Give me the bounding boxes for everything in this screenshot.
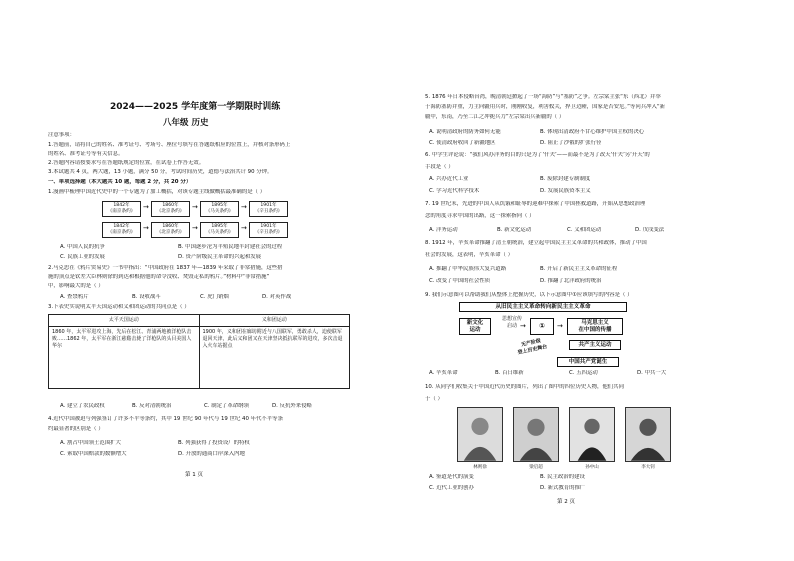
option-c[interactable]: C. 使清政府收回了新疆地区	[429, 140, 496, 146]
question-1: 1.漫画中梳理中国近代史中的一个专题为了加工概括，对该专题主线做概括最准确的是（ ）	[48, 189, 266, 195]
question-2-line: 2.马克思在《鸦片贸易史》一书中指出：“中国政府在 1837 年—1839 年采取了非常措施，这些措	[48, 265, 283, 271]
note-line: 2.答题内容请按要求写在答题纸规定的位置，在试卷上作答无效。	[48, 160, 205, 166]
question-6-line: 6. 中学生评论说：“我们风办洋务的目的只是为了‘什夫’——而最不是为了改天‘什夫’另‘开天’的	[425, 152, 650, 158]
timeline-box: 1901年 《辛丑条约》	[249, 201, 288, 217]
option-b[interactable]: B. 设收战斗	[132, 294, 161, 300]
table-header: 义和团运动	[199, 315, 350, 327]
timeline-box: 1895年 《马关条约》	[200, 201, 239, 217]
timeline-box: 1860年 《北京条约》	[151, 201, 190, 217]
question-10-line: 于（ ）	[425, 396, 443, 402]
option-b[interactable]: B. 新文化运动	[497, 227, 532, 233]
option-d[interactable]: D. 推翻了北洋政府的统治	[540, 278, 602, 284]
section-heading: 一、单项选择题（本大题共 10 题，每题 2 分，共 20 分）	[48, 179, 192, 185]
question-5-line: 疆中，东南，乃至二江之冲扼兵力”左宗棠出兵新疆的（ ）	[425, 114, 565, 120]
question-4-line: 4.近代中国被迫与列强签订了许多不平等条约，其中 19 世纪 90 年代与 19 世纪 40 年代不平等条	[48, 416, 283, 422]
timeline-box: 1842年 《南京条约》	[102, 201, 141, 217]
diagram-box-marxism: 马克思主义 在中国的传播	[567, 318, 623, 335]
option-c[interactable]: C. 近代工业的创办	[429, 485, 474, 491]
arrow-icon: →	[192, 203, 198, 211]
table-header: 太平天国运动	[49, 315, 200, 327]
option-d[interactable]: D. 戊戌变法	[635, 227, 665, 233]
arrow-icon: →	[143, 224, 149, 232]
portrait-image	[569, 407, 615, 462]
question-5-line: 于海防塞防并重，力主向疆用兵时，刚刚收复，利害攸关，捍卫边陲，国家是否安危。”等问兵冲入“新	[425, 104, 666, 110]
portrait-image	[457, 407, 503, 462]
arrow-icon: →	[241, 224, 247, 232]
option-a[interactable]: A. 说明清政府的防务如何无能	[429, 129, 501, 135]
question-4-line: 约最显著的区别是（ ）	[48, 426, 104, 432]
option-c[interactable]: C. 改变了中国的社会性质	[429, 278, 491, 284]
option-c[interactable]: C. 五四运动	[569, 370, 598, 376]
timeline-box: 1901年 《辛丑条约》	[249, 222, 288, 238]
portrait-image	[625, 407, 671, 462]
arrow-icon: →	[520, 322, 526, 330]
note-line: 3.本试题共 4 页，两大题，13 小题，满分 50 分，考试时间历史，道德与法治共计 90 分钟。	[48, 169, 273, 175]
question-10-line: 10. 从同学们收集关于中国近代历史的图片，列出了图中的四位历史人物，他们共同	[425, 384, 624, 390]
question-7-line: 念的角度寻求中国的出路，这一探索指向（ ）	[425, 213, 535, 219]
diagram-box-party: 中国共产党诞生	[557, 357, 619, 367]
option-d[interactable]: D. 反抗外来侵略	[272, 403, 312, 409]
option-d[interactable]: D. 对英作战	[262, 294, 292, 300]
portrait-caption: 林则徐	[473, 465, 487, 470]
question-9: 9. 我们示意图可以帮助我们从整体上把握历史，以下示意图中①应该填写的内容是（ ）	[425, 292, 633, 298]
option-a[interactable]: A. 建立了农民政权	[60, 403, 105, 409]
table-cell: 1860 年，太平军进攻上海，先后在松江、青浦两地被洋枪队击败……1862 年，太平军在浙江慈谿击毙了洋枪队的头目美国人华尔	[49, 327, 200, 389]
page-number: 第 1 页	[185, 472, 203, 478]
option-b[interactable]: B. 百日维新	[495, 370, 524, 376]
option-a[interactable]: A. 洋务运动	[429, 227, 458, 233]
exam-page-2	[397, 0, 794, 561]
diagram-box-new-culture: 新文化 运动	[459, 318, 491, 335]
option-c[interactable]: C. 学习近代科学技术	[429, 188, 480, 194]
diagram-label: 无产阶级 登上历史舞台	[506, 335, 558, 360]
timeline-box: 1860年 《北京条约》	[151, 222, 190, 238]
portrait-caption: 李大钊	[641, 465, 655, 470]
note-line: 的姓名、准考证号等有关信息。	[48, 151, 124, 157]
option-b[interactable]: B. 民主政治的建设	[540, 474, 585, 480]
option-a[interactable]: A. 鉴道是代的演变	[429, 474, 474, 480]
question-8-line: 8. 1912 年，辛亥革命推翻了清王朝统治，建立起中国民主主义革命的共和政体，推动了中国	[425, 240, 647, 246]
option-d[interactable]: D. 新式教育的推广	[540, 485, 586, 491]
diagram-title: 从旧民主主义革命转向新民主主义革命	[459, 302, 627, 312]
option-b[interactable]: B. 反对清朝统治	[132, 403, 172, 409]
page-number: 第 2 页	[557, 499, 575, 505]
option-c[interactable]: C. 虎门销烟	[200, 294, 229, 300]
timeline-box: 1895年 《马关条约》	[200, 222, 239, 238]
option-b[interactable]: B. 开启了新民主主义革命的征程	[540, 266, 618, 272]
option-d[interactable]: D. 阻止了沙俄的扩张行径	[540, 140, 602, 146]
comparison-table	[48, 314, 350, 389]
option-c[interactable]: C. 制定了革命纲领	[204, 403, 249, 409]
table-cell: 1900 年，义和团在廊坊附近与八国联军，勇敢杀人，迫使联军退回天津，此后义和团又在天津坚决抵抗联军的进攻，多次击退入火车站据点	[199, 327, 350, 389]
diagram-label: 思想宣传 启动	[495, 316, 529, 335]
arrow-icon: →	[557, 322, 563, 330]
option-b[interactable]: B. 废除封建专制制度	[540, 176, 591, 182]
option-a[interactable]: A. 查禁鸦片	[60, 294, 89, 300]
option-d[interactable]: D. 中共一大	[637, 370, 667, 376]
diagram-box-communist: 共产主义运动	[569, 340, 621, 350]
diagram-circle-1: ①	[530, 318, 554, 335]
option-d[interactable]: D. 发展民族资本主义	[540, 188, 591, 194]
question-3: 3.下表史实说明太平天国运动和义和团运动的共同点是（ ）	[48, 304, 190, 310]
option-a[interactable]: A. 中国人民的抗争	[60, 244, 105, 250]
notes-header: 注意事项：	[48, 132, 75, 138]
option-b[interactable]: B. 中国逐步沦为半殖民地半封建社会的过程	[178, 244, 283, 250]
question-6-line: 手段是（ ）	[425, 164, 454, 170]
exam-title: 2024——2025 学年度第一学期限时训练	[110, 102, 281, 112]
option-d[interactable]: D. 资产阶级民主革命的兴起和发展	[178, 254, 262, 260]
option-c[interactable]: C. 索取中国赔款的数额增大	[60, 451, 127, 457]
option-a[interactable]: A. 兴办近代工业	[429, 176, 469, 182]
option-b[interactable]: B. 列强获得了投资设厂的特权	[178, 440, 250, 446]
arrow-icon: →	[192, 224, 198, 232]
question-2-line: 中，影响最大的是（ ）	[48, 283, 104, 289]
note-line: 1.答题前，请将自己的姓名、准考证号、考场号、座位号填写在答题纸相应的位置上，并核对条形码上	[48, 142, 291, 148]
question-5-line: 5. 1876 年日本侵略台湾，晚清朝廷掀起了一场“海防”与“塞防”之争。左宗棠主张“东（西北）并举	[425, 94, 661, 100]
option-c[interactable]: C. 民族工业的发展	[60, 254, 105, 260]
arrow-icon: →	[143, 203, 149, 211]
exam-subtitle: 八年级 历史	[163, 118, 209, 128]
option-b[interactable]: B. 体现出清政府不甘心维护中国主权的决心	[540, 129, 645, 135]
portrait-caption: 梁启超	[529, 465, 543, 470]
portrait-caption: 孙中山	[585, 465, 599, 470]
option-a[interactable]: A. 推翻了中华民族伟大复兴道路	[429, 266, 507, 272]
question-8-line: 社会的发展，这表明，辛亥革命（ ）	[425, 252, 513, 258]
option-d[interactable]: D. 开放的通商口岸深入内地	[178, 451, 245, 457]
question-2-line: 施的顶点是钦差大臣林则徐的到达和根据他的命令没收、焚毁走私的鸦片。”材料中“非常措施”	[48, 274, 270, 280]
question-7-line: 7. 19 世纪末，先进的中国人从饥饿和耻辱的迎难中探索了中国拯救道路，开始从思想政治理	[425, 201, 646, 207]
option-c[interactable]: C. 义和团运动	[567, 227, 602, 233]
arrow-icon: →	[241, 203, 247, 211]
timeline-box: 1842年 《南京条约》	[102, 222, 141, 238]
option-a[interactable]: A. 割占中国领土范围扩大	[60, 440, 121, 446]
portrait-image	[513, 407, 559, 462]
option-a[interactable]: A. 辛亥革命	[429, 370, 458, 376]
